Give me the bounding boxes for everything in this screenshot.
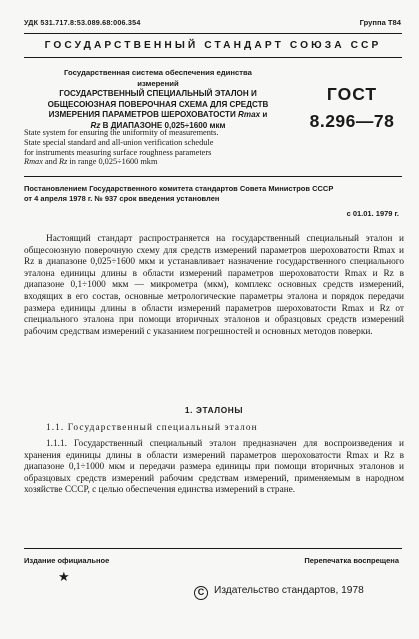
banner-rule <box>24 57 402 58</box>
copyright-text: Издательство стандартов, 1978 <box>214 585 364 596</box>
reprint-notice: Перепечатка воспрещена <box>304 556 399 565</box>
group-code: Группа Т84 <box>359 18 401 27</box>
decree-text <box>24 184 404 203</box>
star-icon: ★ <box>58 569 70 584</box>
title-russian <box>24 68 292 132</box>
title-en-text: and <box>44 157 57 167</box>
paragraph-text: 1.1.1. Государственный специальный эталон предназначен для воспроизведения и хранения единицы длины в области измерений параметров шероховатости Rmax и Rz в диапазоне 0,1÷1000 мкм и передачи размера единицы при помощи вторичных эталонов и образцовых средств измерений рабочим средствам измерений, применяемым в народном хозяйстве СССР, с целью обеспечения единства измерений в стране. <box>24 439 404 496</box>
standard-banner: ГОСУДАРСТВЕННЫЙ СТАНДАРТ СОЮЗА ССР <box>44 40 382 51</box>
sub-heading: 1.1. Государственный специальный эталон <box>46 423 258 433</box>
param-rz: Rz <box>90 120 101 130</box>
gost-label: ГОСТ <box>326 84 378 104</box>
title-en-line: State system for ensuring the uniformity of measurements. <box>24 128 219 137</box>
title-text: В ДИАПАЗОНЕ 0,025÷1600 мкм <box>102 120 226 130</box>
introduction-date: с 01.01. 1979 г. <box>346 209 399 218</box>
title-en-line: State special standard and all-union verification schedule <box>24 137 214 147</box>
param-rmax: Rmax <box>24 157 43 167</box>
udk-code: УДК 531.717.8:53.089.68:006.354 <box>24 18 141 27</box>
title-system-line: Государственная система обеспечения единства <box>64 68 252 77</box>
title-english <box>24 128 292 167</box>
title-line: ГОСУДАРСТВЕННЫЙ СПЕЦИАЛЬНЫЙ ЭТАЛОН И <box>59 89 257 99</box>
title-en-line <box>24 157 292 167</box>
title-text: и <box>262 110 268 120</box>
footer-rule <box>24 548 402 549</box>
title-en-line: for instruments measuring surface roughness parameters <box>24 147 212 157</box>
section-heading: 1. ЭТАЛОНЫ <box>184 405 244 415</box>
official-edition: Издание официальное <box>24 556 110 565</box>
decree-line: от 4 апреля 1978 г. № 937 срок введения установлен <box>24 193 220 203</box>
gost-number: 8.296—78 <box>309 111 395 131</box>
etalon-paragraph <box>24 439 404 497</box>
title-rule <box>24 176 402 177</box>
title-text: ИЗМЕРЕНИЯ ПАРАМЕТРОВ ШЕРОХОВАТОСТИ <box>48 110 236 120</box>
param-rz: Rz <box>59 157 68 167</box>
intro-paragraph <box>24 234 404 338</box>
paragraph-text: Настоящий стандарт распространяется на государственный специальный эталон и общесоюзную поверочную схему для средств измерений параметров шероховатости Rmax и Rz в диапазоне 0,025÷1600 мкм и устанавливает назначение государственного специального эталона единицы длины в области измерений параметров шероховатости Rmax и Rz в диапазоне 0,1÷1000 мкм — микрометра (мкм), комплекс основных средств измерений, входящих в его состав, основные метрологические параметры эталона и порядок передачи размера единицы длины в области измерений параметров шероховатости Rmax и Rz от специального эталона при помощи вторичных эталонов и образцовых средств измерений рабочим средствам измерений с указанием погрешностей и основных методов поверки. <box>24 234 404 337</box>
title-line: ОБЩЕСОЮЗНАЯ ПОВЕРОЧНАЯ СХЕМА ДЛЯ СРЕДСТВ <box>47 99 269 109</box>
title-system-line: измерений <box>137 78 179 88</box>
copyright-icon: С <box>194 586 208 600</box>
title-en-text: in range 0,025÷1600 mkm <box>69 157 158 167</box>
param-rmax: Rmax <box>238 110 261 120</box>
top-rule <box>24 33 402 34</box>
copyright-line <box>194 585 364 600</box>
title-line <box>24 110 292 121</box>
decree-line: Постановлением Государственного комитета стандартов Совета Министров СССР <box>24 184 334 193</box>
gost-designation <box>300 84 404 132</box>
